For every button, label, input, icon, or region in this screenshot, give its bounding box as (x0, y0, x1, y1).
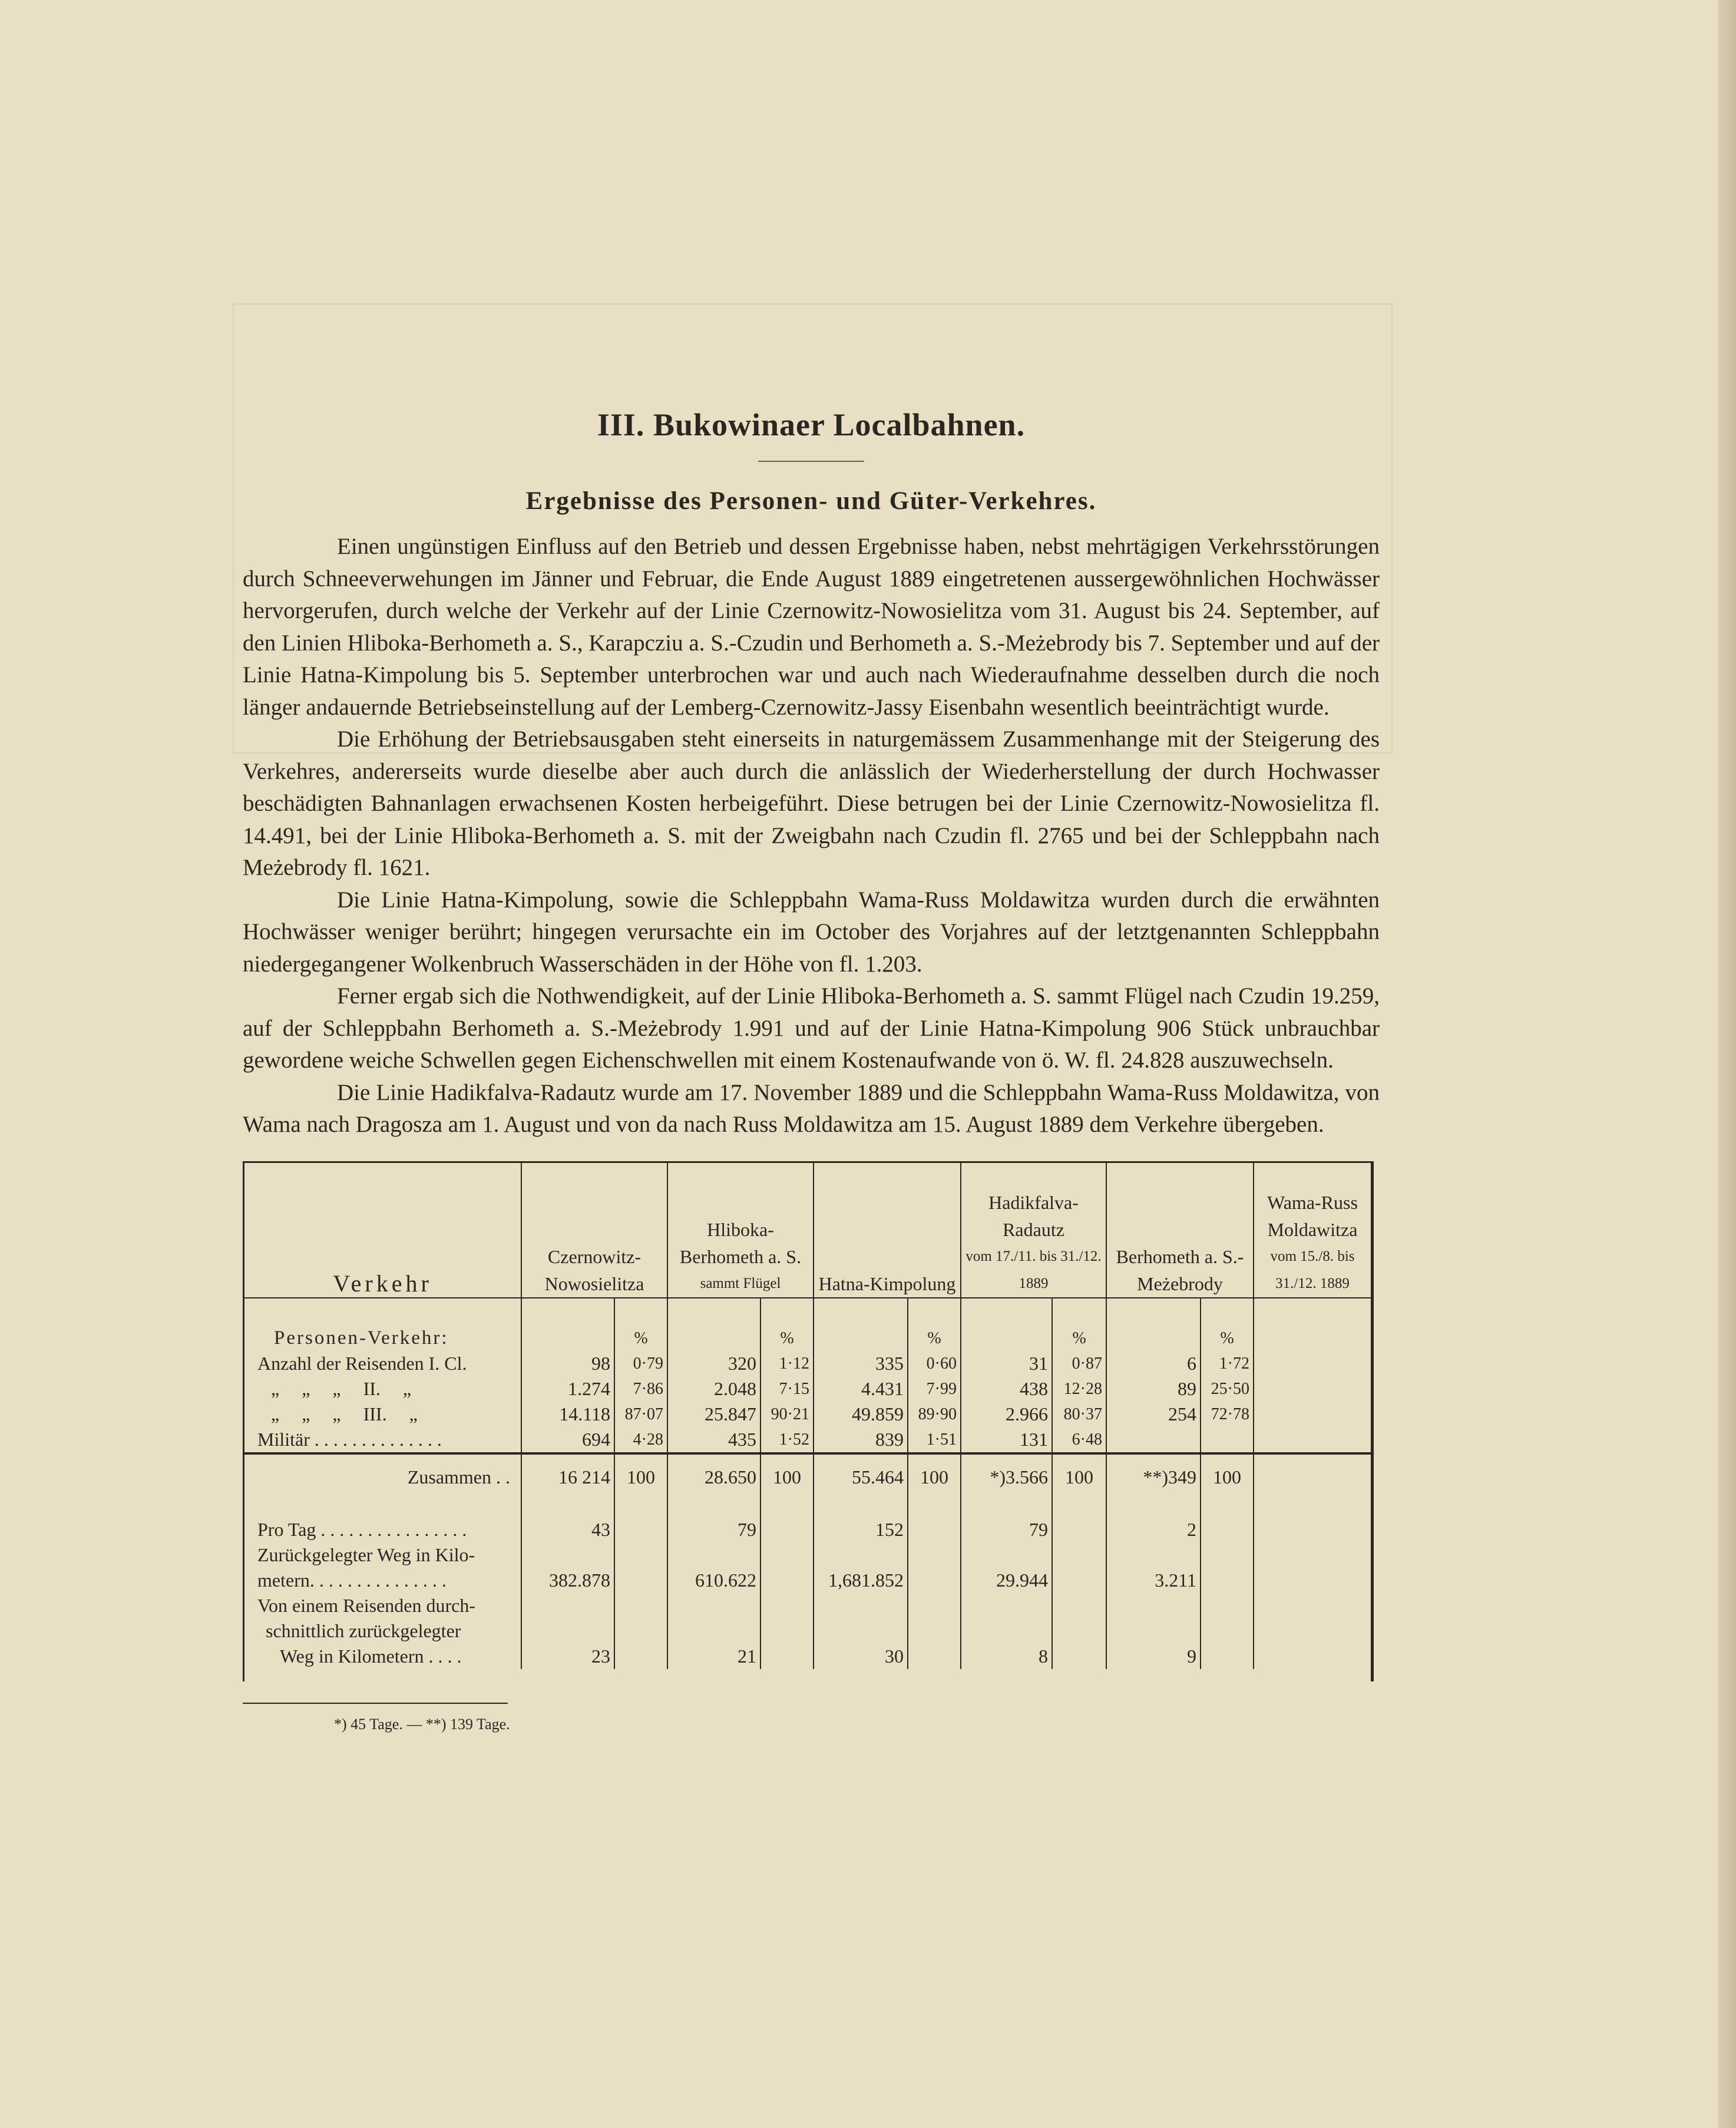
cell-value: 28.650 (667, 1453, 760, 1490)
table-row (244, 1376, 1371, 1402)
table-row-total (244, 1453, 1371, 1490)
cell-value: 55.464 (814, 1453, 908, 1490)
row-label: Von einem Reisenden durch- (244, 1593, 521, 1618)
cell-value: 16 214 (521, 1453, 614, 1490)
table-row (244, 1351, 1371, 1376)
cell-value: 2.966 (961, 1402, 1052, 1427)
cell-pct: 87·07 (614, 1402, 667, 1427)
cell-value: 2.048 (667, 1376, 760, 1402)
cell-value: 839 (814, 1427, 908, 1453)
header-verkehr: Verkehr (244, 1163, 521, 1298)
pct-symbol: % (614, 1326, 667, 1351)
table-header-row (244, 1163, 1371, 1298)
page-edge (1718, 0, 1736, 2128)
cell-value: 4.431 (814, 1376, 908, 1402)
header-wama-name: Wama-Russ Moldawitza (1267, 1191, 1358, 1240)
cell-value: 438 (961, 1376, 1052, 1402)
row-label: Weg in Kilometern . . . . (244, 1644, 521, 1669)
cell-pct: 100 (908, 1453, 961, 1490)
row-label-total: Zusammen . . (244, 1453, 521, 1490)
row-label: Militär . . . . . . . . . . . . . . (244, 1427, 521, 1453)
cell-pct: 100 (760, 1453, 814, 1490)
cell-pct: 1·12 (760, 1351, 814, 1376)
footnote: *) 45 Tage. — **) 139 Tage. (334, 1715, 510, 1733)
header-czernowitz: Czernowitz-Nowosielitza (521, 1163, 667, 1298)
cell-value: 1,681.852 (814, 1568, 908, 1593)
cell-pct: 1·52 (760, 1427, 814, 1453)
cell-value: 610.622 (667, 1568, 760, 1593)
cell-value: 254 (1106, 1402, 1201, 1427)
cell-value: 9 (1106, 1644, 1201, 1669)
page-content (243, 377, 1380, 1733)
traffic-table (243, 1161, 1374, 1681)
section-subtitle: Ergebnisse des Personen- und Güter-Verkehres. (525, 487, 1097, 515)
body-text (243, 531, 1380, 1141)
cell-pct: 90·21 (760, 1402, 814, 1427)
page-title: III. Bukowinaer Localbahnen. (597, 407, 1026, 442)
row-label: schnittlich zurückgelegter (244, 1618, 521, 1644)
row-label: „ „ „ II. „ (244, 1376, 521, 1402)
cell-pct: 80·37 (1052, 1402, 1106, 1427)
pct-symbol: % (908, 1326, 961, 1351)
cell-value: 435 (667, 1427, 760, 1453)
table-spacer-row (244, 1298, 1371, 1326)
cell-value: 49.859 (814, 1402, 908, 1427)
cell-value: 131 (961, 1427, 1052, 1453)
cell-pct: 100 (614, 1453, 667, 1490)
paragraph: Die Linie Hadikfalva-Radautz wurde am 17. November 1889 und die Schleppbahn Wama-Russ Moldawitza, von Wama nach Dragosza am 1. August und von da nach Russ Moldawitza am 15. August 1889 dem Verkehre übergeben. (243, 1079, 1380, 1137)
title-divider (758, 461, 864, 462)
cell-value: 694 (521, 1427, 614, 1453)
table-row-weg-label (244, 1542, 1371, 1568)
cell-value: 6 (1106, 1351, 1201, 1376)
cell-value: **)349 (1106, 1453, 1201, 1490)
cell-pct: 1·72 (1201, 1351, 1254, 1376)
header-hatna: Hatna-Kimpolung (814, 1163, 961, 1298)
pct-symbol: % (1052, 1326, 1106, 1351)
paragraph: Die Erhöhung der Betriebsausgaben steht einerseits in naturgemässem Zusammenhange mit der Steigerung des Verkehres, andererseits wurde dieselbe aber auch durch die anlässlich der Wiederherstellung der durch Hochwasser beschädigten Bahnanlagen erwachsenen Kosten herbeigeführt. Diese betrugen bei der Linie Czernowitz-Nowosielitza fl. 14.491, bei der Linie Hliboka-Berhometh a. S. mit der Zweigbahn nach Czudin fl. 2765 und bei der Schleppbahn nach Meżebrody fl. 1621. (243, 726, 1380, 880)
paragraph: Einen ungünstigen Einfluss auf den Betrieb und dessen Ergebnisse haben, nebst mehrtägigen Verkehrsstörungen durch Schneeverwehungen im Jänner und Februar, die Ende August 1889 eingetretenen aussergewöhnlichen Hochwässer hervorgerufen, durch welche der Verkehr auf der Linie Czernowitz-Nowosielitza vom 31. August bis 24. September, auf den Linien Hliboka-Berhometh a. S., Karapcziu a. S.-Czudin und Berhometh a. S.-Meżebrody bis 7. September und auf der Linie Hatna-Kimpolung bis 5. September unterbrochen war und auch nach Wiederaufnahme desselben durch die noch länger andauernde Betriebseinstellung auf der Lemberg-Czernowitz-Jassy Eisenbahn wesentlich beeinträchtigt wurde. (243, 534, 1380, 720)
header-hadikfalva (961, 1163, 1106, 1298)
cell-value: 320 (667, 1351, 760, 1376)
table-row (244, 1427, 1371, 1453)
pct-symbol: % (760, 1326, 814, 1351)
cell-pct: 1·51 (908, 1427, 961, 1453)
header-hadikfalva-note: vom 17./11. bis 31./12. 1889 (965, 1248, 1102, 1291)
table-spacer-row (244, 1490, 1371, 1517)
table-row-avg (244, 1644, 1371, 1669)
table-row-section (244, 1326, 1371, 1351)
paragraph: Ferner ergab sich die Nothwendigkeit, auf der Linie Hliboka-Berhometh a. S. sammt Flügel nach Czudin 19.259, auf der Schleppbahn Berhometh a. S.-Meżebrody 1.991 und auf der Linie Hatna-Kimpolung 906 Stück unbrauchbar gewordene weiche Schwellen gegen Eichenschwellen mit einem Kostenaufwande von ö. W. fl. 24.828 auszuwechseln. (243, 983, 1380, 1073)
cell-value: 79 (667, 1517, 760, 1542)
cell-value: 43 (521, 1517, 614, 1542)
cell-value: *)3.566 (961, 1453, 1052, 1490)
table-row-avg-label (244, 1618, 1371, 1644)
cell-value: 2 (1106, 1517, 1201, 1542)
cell-value (1106, 1427, 1201, 1453)
cell-pct: 25·50 (1201, 1376, 1254, 1402)
cell-value: 98 (521, 1351, 614, 1376)
cell-value: 8 (961, 1644, 1052, 1669)
header-hadikfalva-name: Hadikfalva-Radautz (988, 1191, 1079, 1240)
cell-pct: 100 (1201, 1453, 1254, 1490)
cell-pct: 72·78 (1201, 1402, 1254, 1427)
footnote-divider (243, 1703, 508, 1704)
row-label: Pro Tag . . . . . . . . . . . . . . . . (244, 1517, 521, 1542)
cell-value: 89 (1106, 1376, 1201, 1402)
header-hliboka-note: sammt Flügel (700, 1275, 781, 1291)
cell-pct: 4·28 (614, 1427, 667, 1453)
cell-value: 382.878 (521, 1568, 614, 1593)
table-row-weg (244, 1568, 1371, 1593)
header-berhometh: Berhometh a. S.-Meżebrody (1106, 1163, 1254, 1298)
cell-value: 29.944 (961, 1568, 1052, 1593)
cell-pct: 0·60 (908, 1351, 961, 1376)
cell-value: 31 (961, 1351, 1052, 1376)
row-label: metern. . . . . . . . . . . . . . . (244, 1568, 521, 1593)
cell-pct: 12·28 (1052, 1376, 1106, 1402)
header-hliboka (667, 1163, 814, 1298)
header-wama (1254, 1163, 1371, 1298)
cell-pct: 6·48 (1052, 1427, 1106, 1453)
cell-value: 3.211 (1106, 1568, 1201, 1593)
cell-value: 23 (521, 1644, 614, 1669)
pct-symbol: % (1201, 1326, 1254, 1351)
cell-pct: 7·86 (614, 1376, 667, 1402)
table-row-avg-label (244, 1593, 1371, 1618)
cell-pct: 7·15 (760, 1376, 814, 1402)
cell-pct: 100 (1052, 1453, 1106, 1490)
cell-value: 14.118 (521, 1402, 614, 1427)
cell-value: 335 (814, 1351, 908, 1376)
table-row-pro-tag (244, 1517, 1371, 1542)
cell-value: 25.847 (667, 1402, 760, 1427)
table-row (244, 1402, 1371, 1427)
row-label: „ „ „ III. „ (244, 1402, 521, 1427)
cell-value: 1.274 (521, 1376, 614, 1402)
cell-pct (1201, 1427, 1254, 1453)
header-hliboka-name: Hliboka-Berhometh a. S. (679, 1218, 802, 1267)
cell-pct: 0·87 (1052, 1351, 1106, 1376)
cell-value: 21 (667, 1644, 760, 1669)
cell-value: 152 (814, 1517, 908, 1542)
paragraph: Die Linie Hatna-Kimpolung, sowie die Schleppbahn Wama-Russ Moldawitza wurden durch die erwähnten Hochwässer weniger berührt; hingegen verursachte ein im October des Vorjahres auf der letztgenannten Schleppbahn niedergegangener Wolkenbruch Wasserschäden in der Höhe von fl. 1.203. (243, 887, 1380, 977)
section-label: Personen-Verkehr: (244, 1326, 521, 1351)
cell-pct: 7·99 (908, 1376, 961, 1402)
cell-pct: 0·79 (614, 1351, 667, 1376)
header-wama-note: vom 15./8. bis 31./12. 1889 (1270, 1248, 1355, 1291)
row-label: Anzahl der Reisenden I. Cl. (244, 1351, 521, 1376)
cell-value: 30 (814, 1644, 908, 1669)
cell-pct: 89·90 (908, 1402, 961, 1427)
cell-value: 79 (961, 1517, 1052, 1542)
row-label: Zurückgelegter Weg in Kilo- (244, 1542, 521, 1568)
